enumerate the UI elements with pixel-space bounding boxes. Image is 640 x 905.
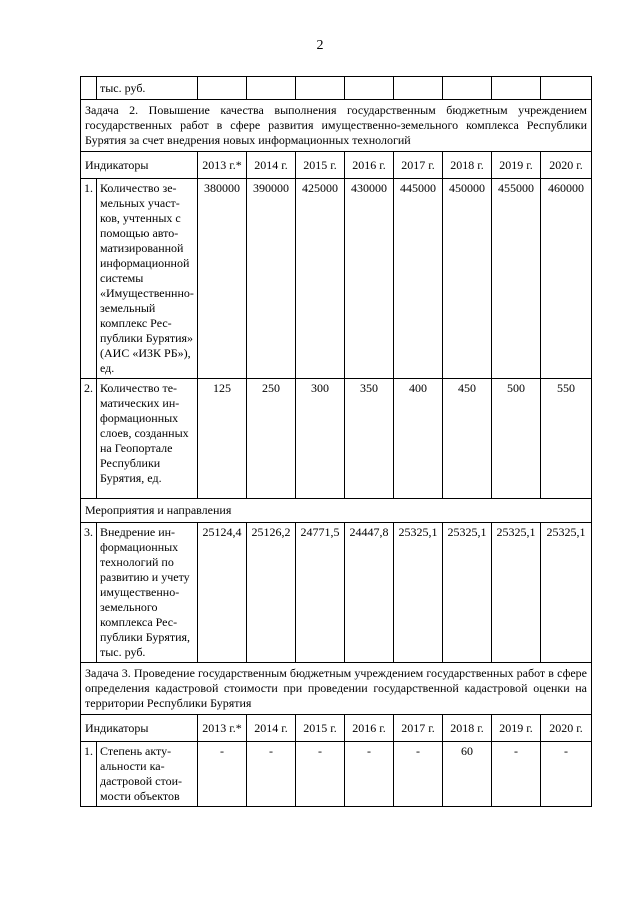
value-cell: 24447,8 (345, 523, 394, 663)
year-header: 2016 г. (345, 152, 394, 179)
year-header: 2018 г. (443, 152, 492, 179)
year-header: 2018 г. (443, 715, 492, 742)
task3-row (81, 663, 592, 715)
value-cell: 455000 (492, 179, 541, 379)
value-cell: 25325,1 (394, 523, 443, 663)
year-header: 2020 г. (541, 715, 592, 742)
value-cell: 25325,1 (443, 523, 492, 663)
year-header: 2013 г.* (198, 715, 247, 742)
value-cell: 425000 (296, 179, 345, 379)
year-header: 2020 г. (541, 152, 592, 179)
value-cell: 25126,2 (247, 523, 296, 663)
value-cell: 550 (541, 379, 592, 499)
value-cell: 125 (198, 379, 247, 499)
value-cell: - (198, 742, 247, 807)
value-cell: - (541, 742, 592, 807)
table-row (81, 742, 592, 807)
value-cell: - (492, 742, 541, 807)
value-cell: 25325,1 (492, 523, 541, 663)
task2-header-row (81, 152, 592, 179)
value-cell: 380000 (198, 179, 247, 379)
value-cell: 450 (443, 379, 492, 499)
value-cell: 250 (247, 379, 296, 499)
row-number: 1. (81, 179, 97, 379)
year-header: 2017 г. (394, 152, 443, 179)
indicators-label: Индикаторы (81, 715, 198, 742)
value-cell: 460000 (541, 179, 592, 379)
row-number: 2. (81, 379, 97, 499)
value-cell: - (394, 742, 443, 807)
indicators-table (80, 76, 592, 807)
value-cell: 430000 (345, 179, 394, 379)
value-cell: 25325,1 (541, 523, 592, 663)
value-cell: 24771,5 (296, 523, 345, 663)
task3-text: Задача 3. Проведение государственным бюджетным учреждением государственных работ в сфере определения кадастровой стоимости при проведении государственной кадастровой оценки на территории Республики Бурятия (81, 663, 592, 715)
table-row (81, 179, 592, 379)
value-cell: - (247, 742, 296, 807)
value-cell: 500 (492, 379, 541, 499)
task2-row (81, 100, 592, 152)
year-header: 2015 г. (296, 152, 345, 179)
row-number: 3. (81, 523, 97, 663)
task3-header-row (81, 715, 592, 742)
value-cell: 300 (296, 379, 345, 499)
page-number: 2 (316, 38, 324, 53)
indicators-label: Индикаторы (81, 152, 198, 179)
year-header: 2019 г. (492, 152, 541, 179)
measures-label: Мероприятия и направления (81, 499, 592, 523)
value-cell: - (296, 742, 345, 807)
year-header: 2013 г.* (198, 152, 247, 179)
year-header: 2017 г. (394, 715, 443, 742)
value-cell: 450000 (443, 179, 492, 379)
indicator-name: Степень актуальности кадастровой стоимости объектов (97, 742, 198, 807)
value-cell: 60 (443, 742, 492, 807)
table-row (81, 379, 592, 499)
year-header: 2016 г. (345, 715, 394, 742)
row-number: 1. (81, 742, 97, 807)
value-cell: 25124,4 (198, 523, 247, 663)
table-row (81, 523, 592, 663)
unit-label: тыс. руб. (97, 77, 198, 100)
year-header: 2014 г. (247, 715, 296, 742)
value-cell: 400 (394, 379, 443, 499)
year-header: 2014 г. (247, 152, 296, 179)
unit-row (81, 77, 592, 100)
value-cell: 350 (345, 379, 394, 499)
task2-text: Задача 2. Повышение качества выполнения государственным бюджетным учреждением государственных работ в сфере развития имущественно-земельного комплекса Республики Бурятия за счет внедрения новых информационных технологий (81, 100, 592, 152)
value-cell: 390000 (247, 179, 296, 379)
indicator-name: Внедрение информационных технологий по развитию и учету имущественно-земельного комплекса Республики Бурятия, тыс. руб. (97, 523, 198, 663)
year-header: 2015 г. (296, 715, 345, 742)
year-header: 2019 г. (492, 715, 541, 742)
indicator-name: Количество тематических информационных слоев, созданных на Геопортале Республики Бурятия, ед. (97, 379, 198, 499)
value-cell: - (345, 742, 394, 807)
measures-row (81, 499, 592, 523)
value-cell: 445000 (394, 179, 443, 379)
indicator-name: Количество земельных участков, учтенных с помощью автоматизированной информационной системы «Имущественнно-земельный комплекс Республики Бурятия» (АИС «ИЗК РБ»), ед. (97, 179, 198, 379)
